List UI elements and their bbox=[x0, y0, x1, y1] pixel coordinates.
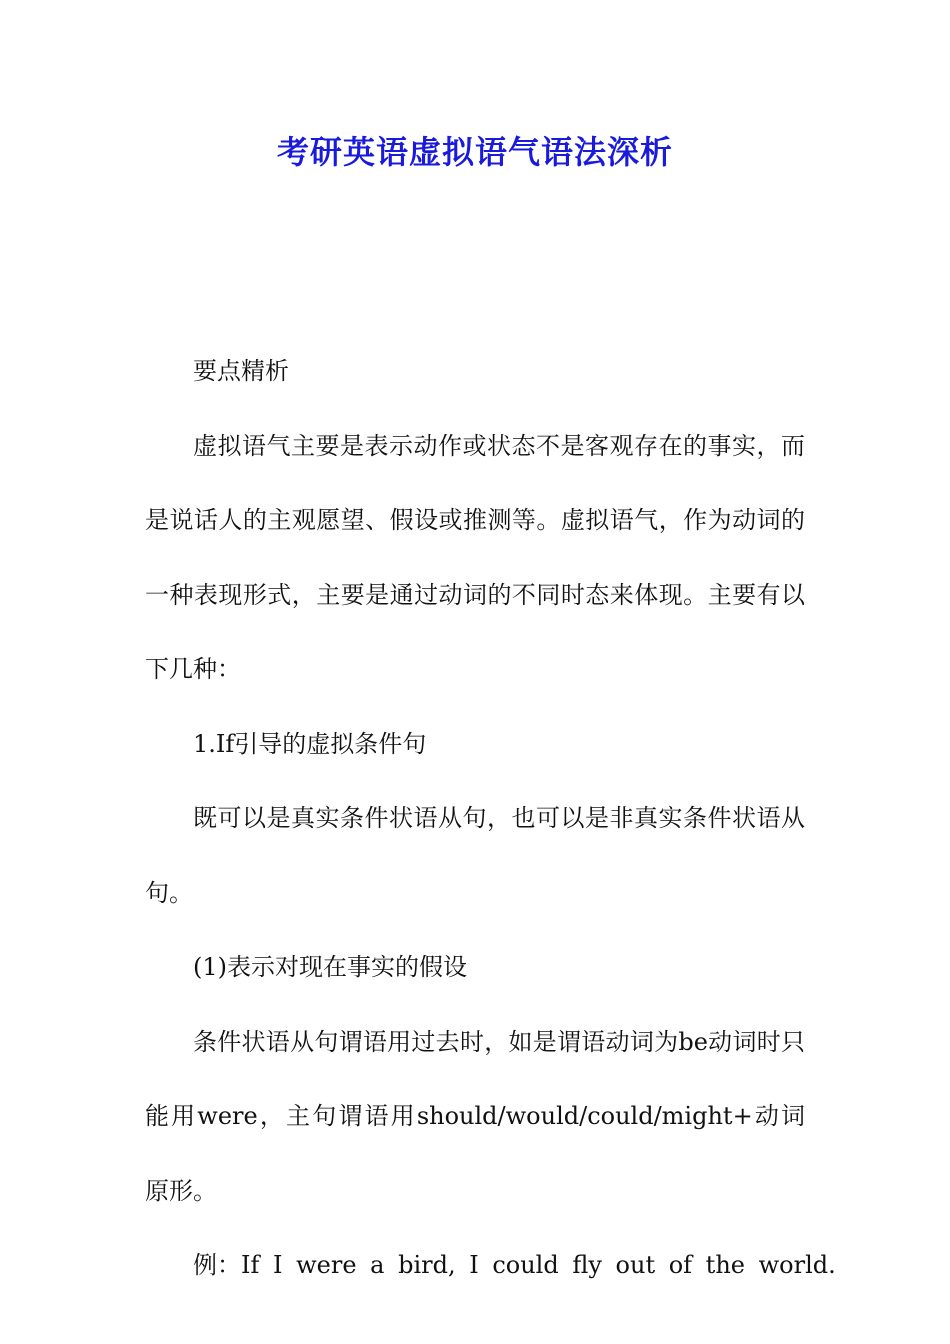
section-heading: 要点精析 bbox=[193, 357, 289, 385]
subsection-heading: 1.If引导的虚拟条件句 bbox=[193, 729, 427, 758]
intro-paragraph: 虚拟语气主要是表示动作或状态不是客观存在的事实，而是说话人的主观愿望、假设或推测等。虚拟语气，作为动词的一种表现形式，主要是通过动词的不同时态来体现。主要有以下几种： bbox=[145, 431, 805, 683]
paragraph: 既可以是真实条件状语从句，也可以是非真实条件状语从句。 bbox=[145, 804, 805, 907]
example-sentence: 例：If I were a bird, I could fly out of the world. bbox=[193, 1251, 836, 1279]
point-heading: (1)表示对现在事实的假设 bbox=[193, 953, 467, 981]
paragraph: 条件状语从句谓语用过去时，如是谓语动词为be动词时只能用were，主句谓语用should/would/could/might+动词原形。 bbox=[145, 1027, 805, 1205]
document-body bbox=[145, 334, 836, 1303]
document-title: 考研英语虚拟语气语法深析 bbox=[276, 133, 673, 171]
